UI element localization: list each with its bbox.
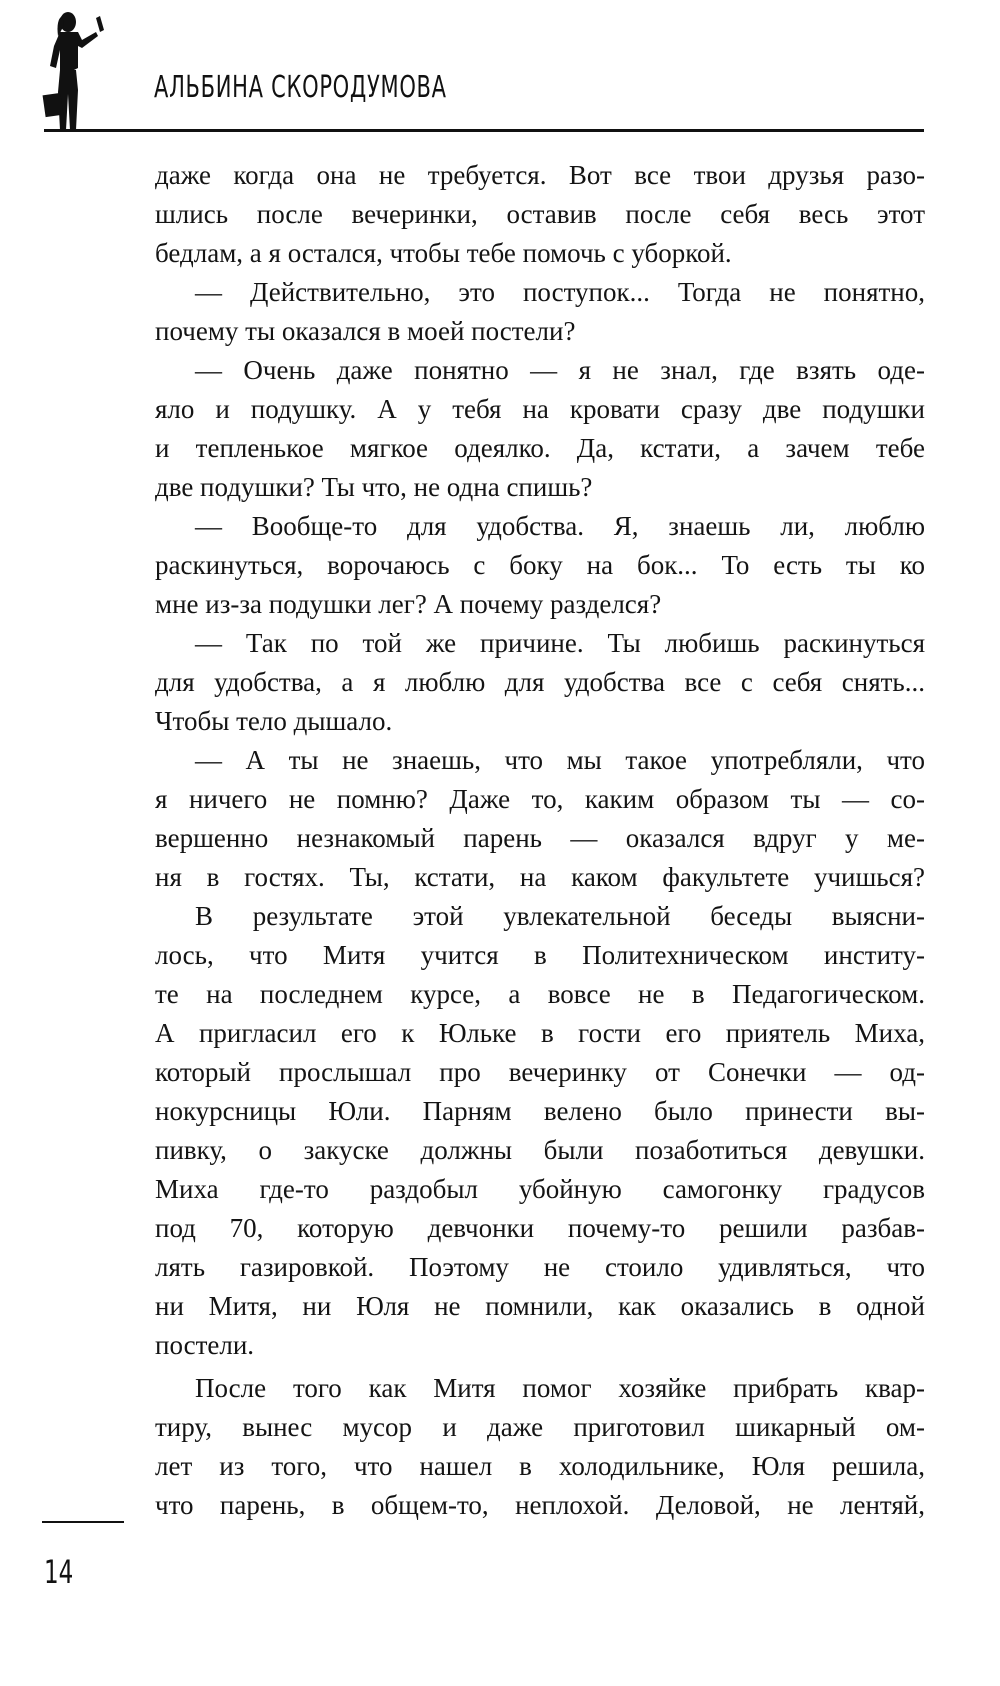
- text-line: — Так по той же причине. Ты любишь раскинуться: [195, 628, 925, 658]
- text-line: и тепленькое мягкое одеялко. Да, кстати, а зачем тебе: [155, 433, 925, 463]
- woman-silhouette-logo: [38, 10, 120, 132]
- text-line: даже когда она не требуется. Вот все твои друзья разо-: [155, 160, 925, 190]
- text-line: В результате этой увлекательной беседы выясни-: [195, 901, 925, 931]
- footer-divider: [42, 1521, 124, 1523]
- text-line: шлись после вечеринки, оставив после себя весь этот: [155, 199, 925, 229]
- text-line: что парень, в общем-то, неплохой. Деловой, не лентяй,: [155, 1490, 925, 1520]
- text-line: А пригласил его к Юльке в гости его приятель Миха,: [155, 1018, 925, 1048]
- text-line: яло и подушку. А у тебя на кровати сразу две подушки: [155, 394, 925, 424]
- text-line: те на последнем курсе, а вовсе не в Педагогическом.: [155, 979, 925, 1009]
- text-line: под 70, которую девчонки почему-то решили разбав-: [155, 1213, 925, 1243]
- header-divider: [44, 129, 924, 132]
- text-line: — Действительно, это поступок... Тогда не понятно,: [195, 277, 925, 307]
- text-line: тиру, вынес мусор и даже приготовил шикарный ом-: [155, 1412, 925, 1442]
- text-line: постели.: [155, 1330, 255, 1360]
- text-line: Чтобы тело дышало.: [155, 706, 393, 736]
- text-line: две подушки? Ты что, не одна спишь?: [155, 472, 593, 502]
- text-line: пивку, о закуске должны были позаботиться девушки.: [155, 1135, 925, 1165]
- text-line: раскинуться, ворочаюсь с боку на бок... То есть ты ко: [155, 550, 925, 580]
- text-line: — Вообще-то для удобства. Я, знаешь ли, люблю: [195, 511, 925, 541]
- text-line: который прослышал про вечеринку от Сонечки — од-: [155, 1057, 925, 1087]
- text-line: мне из-за подушки лег? А почему разделся?: [155, 589, 662, 619]
- text-line: почему ты оказался в моей постели?: [155, 316, 576, 346]
- text-line: ни Митя, ни Юля не помнили, как оказались в одной: [155, 1291, 925, 1321]
- page-number: 14: [44, 1553, 74, 1591]
- text-line: я ничего не помню? Даже то, каким образом ты — со-: [155, 784, 925, 814]
- text-line: Миха где-то раздобыл убойную самогонку градусов: [155, 1174, 925, 1204]
- text-line: лет из того, что нашел в холодильнике, Юля решила,: [155, 1451, 925, 1481]
- text-line: для удобства, а я люблю для удобства все с себя снять...: [155, 667, 925, 697]
- text-line: ня в гостях. Ты, кстати, на каком факультете учишься?: [155, 862, 925, 892]
- text-line: — А ты не знаешь, что мы такое употребляли, что: [195, 745, 925, 775]
- body-text: [155, 156, 925, 1525]
- text-line: лось, что Митя учится в Политехническом институ-: [155, 940, 925, 970]
- running-header-author: АЛЬБИНА СКОРОДУМОВА: [154, 70, 447, 105]
- text-line: нокурсницы Юли. Парням велено было принести вы-: [155, 1096, 925, 1126]
- text-line: лять газировкой. Поэтому не стоило удивляться, что: [155, 1252, 925, 1282]
- text-line: — Очень даже понятно — я не знал, где взять оде-: [195, 355, 925, 385]
- text-line: вершенно незнакомый парень — оказался вдруг у ме-: [155, 823, 925, 853]
- text-line: После того как Митя помог хозяйке прибрать квар-: [195, 1373, 925, 1403]
- text-line: бедлам, а я остался, чтобы тебе помочь с уборкой.: [155, 238, 732, 268]
